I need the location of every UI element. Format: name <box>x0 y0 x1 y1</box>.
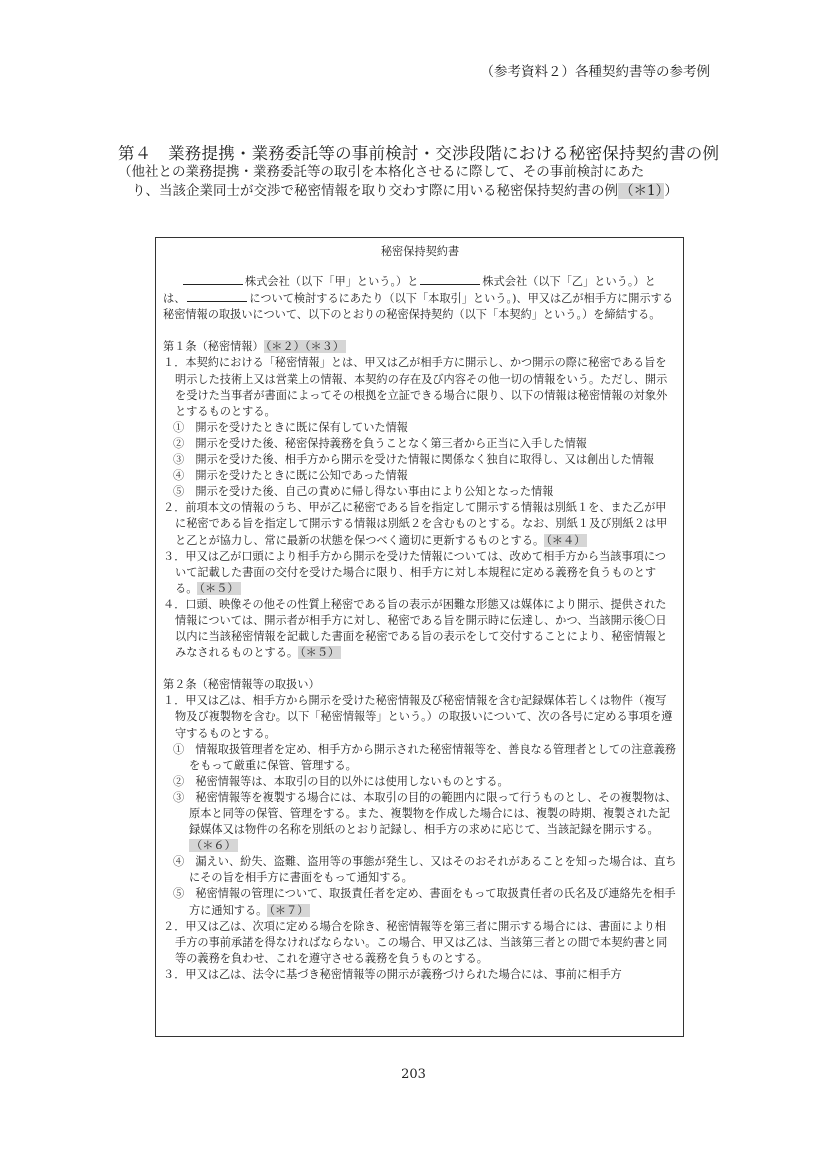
note-ref: （＊７） <box>269 903 309 917</box>
subtitle-line1: （他社との業務提携・業務委託等の取引を本格化させるに際して、その事前検討にあた <box>118 164 645 180</box>
subtitle-line2: り、当該企業同士が交渉で秘密情報を取り交わす際に用いる秘密保持契約書の例 （＊1） ） <box>132 183 678 199</box>
article-1-sub-3: ③ 開示を受けた後、相手方から開示を受けた情報に関係なく独自に取得し、又は創出した情報 <box>173 453 655 467</box>
article-1-para-3: ３．甲又は乙が口頭により相手方から開示を受けた情報については、改めて相手方から当該事項について記載した書面の交付を受けた場合に限り、相手方に対し本規程に定める義務を負うものとする。 （＊５） <box>163 549 666 595</box>
article-2-heading: 第２条（秘密情報等の取扱い） <box>163 678 320 692</box>
article-2-sub-3: ③ 秘密情報等を複製する場合には、本取引の目的の範囲内に限って行うものとし、その複製物は、原本と同等の保管、管理をする。また、複製物を作成した場合には、複製の時期、複製された記録媒体又は物件の名称を別紙のとおり記録し、相手方の求めに応じて、当該記録を開示する。（＊６） <box>173 790 677 853</box>
article-1-heading: 第１条（秘密情報） （＊２）（＊３） <box>163 340 345 354</box>
article-2-para-1: １．甲又は乙は、相手方から開示を受けた秘密情報及び秘密情報を含む記録媒体若しくは物件（複写物及び複製物を含む。以下「秘密情報等」という。）の取扱いについて、次の各号に定める事項を遵守するものとする。 <box>163 694 673 740</box>
blank-line <box>187 290 247 302</box>
section-title: 第４ 業務提携・業務委託等の事前検討・交渉段階における秘密保持契約書の例 <box>118 144 720 163</box>
note-ref: （＊５） <box>300 646 340 660</box>
article-2-para-2: ２．甲又は乙は、次項に定める場合を除き、秘密情報等を第三者に開示する場合には、書面により相手方の事前承諾を得なければならない。この場合、甲又は乙は、当該第三者との間で本契約書と同等の義務を負わせ、これを遵守させる義務を負うものとする。 <box>163 919 668 965</box>
note-ref: （＊２）（＊３） <box>265 340 345 354</box>
note-ref: （＊６） <box>191 839 236 853</box>
contract-box <box>155 237 684 1037</box>
blank-line <box>183 273 243 285</box>
article-2-sub-2: ② 秘密情報等は、本取引の目的以外には使用しないものとする。 <box>173 774 509 788</box>
document-header: （参考資料２）各種契約書等の参考例 <box>480 64 710 80</box>
article-2-sub-1: ① 情報取扱管理者を定め、相手方から開示された秘密情報等を、善良なる管理者としての注意義務をもって厳重に保管、管理する。 <box>173 742 676 772</box>
section-subtitle <box>118 163 693 201</box>
article-2-sub-4: ④ 漏えい、紛失、盗難、盗用等の事態が発生し、又はそのおそれがあることを知った場合は、直ちにその旨を相手方に書面をもって通知する。 <box>173 855 677 885</box>
note-ref: （＊５） <box>199 581 239 595</box>
contract-title: 秘密保持契約書 <box>380 245 460 258</box>
article-1-sub-5: ⑤ 開示を受けた後、自己の責めに帰し得ない事由により公知となった情報 <box>173 485 554 499</box>
note-ref: （＊1） <box>620 183 663 199</box>
article-1-sub-4: ④ 開示を受けたときに既に公知であった情報 <box>173 469 408 483</box>
article-1-sub-1: ① 開示を受けたときに既に保有していた情報 <box>173 420 408 434</box>
article-1-para-1: １．本契約における「秘密情報」とは、甲又は乙が相手方に開示し、かつ開示の際に秘密である旨を明示した技術上又は営業上の情報、本契約の存在及び内容その他一切の情報をいう。ただし、開示を受けた当事者が書面によってその根拠を立証できる場合に限り、以下の情報は秘密情報の対象外とするものとする。 <box>163 356 668 418</box>
article-2-para-3: ３．甲又は乙は、法令に基づき秘密情報等の開示が義務づけられた場合には、事前に相手方 <box>163 967 622 981</box>
article-1-para-2: ２．前項本文の情報のうち、甲が乙に秘密である旨を指定して開示する情報は別紙１を、また乙が甲に秘密である旨を指定して開示する情報は別紙２を含むものとする。なお、別紙１及び別紙２は甲と乙とが協力し、常に最新の状態を保つべく適切に更新するものとする。 （＊４） <box>163 501 668 547</box>
contract-intro: 株式会社（以下「甲」という。）と 株式会社（以下「乙」という。）とは、 について検討するにあたり（以下「本取引」という。)、甲又は乙が相手方に開示する秘密情報の取扱いについて、以下のとおりの秘密保持契約（以下「本契約」という。）を締結する。 <box>163 275 674 322</box>
note-ref: （＊４） <box>546 533 586 547</box>
article-1-sub-2: ② 開示を受けた後、秘密保持義務を負うことなく第三者から正当に入手した情報 <box>173 436 587 450</box>
blank-line <box>420 273 480 285</box>
page-number: 203 <box>401 1067 426 1082</box>
article-2-sub-5: ⑤ 秘密情報の管理について、取扱責任者を定め、書面をもって取扱責任者の氏名及び連絡先を相手方に通知する。 （＊７） <box>173 887 676 917</box>
article-1-para-4: ４．口頭、映像その他その性質上秘密である旨の表示が困難な形態又は媒体により開示、提供された情報については、開示者が相手方に対し、秘密である旨を開示時に伝達し、かつ、当該開示後〇日以内に当該秘密情報を記載した書面を秘密である旨の表示をして交付することにより、秘密情報とみなされるものとする。 （＊５） <box>163 597 668 660</box>
